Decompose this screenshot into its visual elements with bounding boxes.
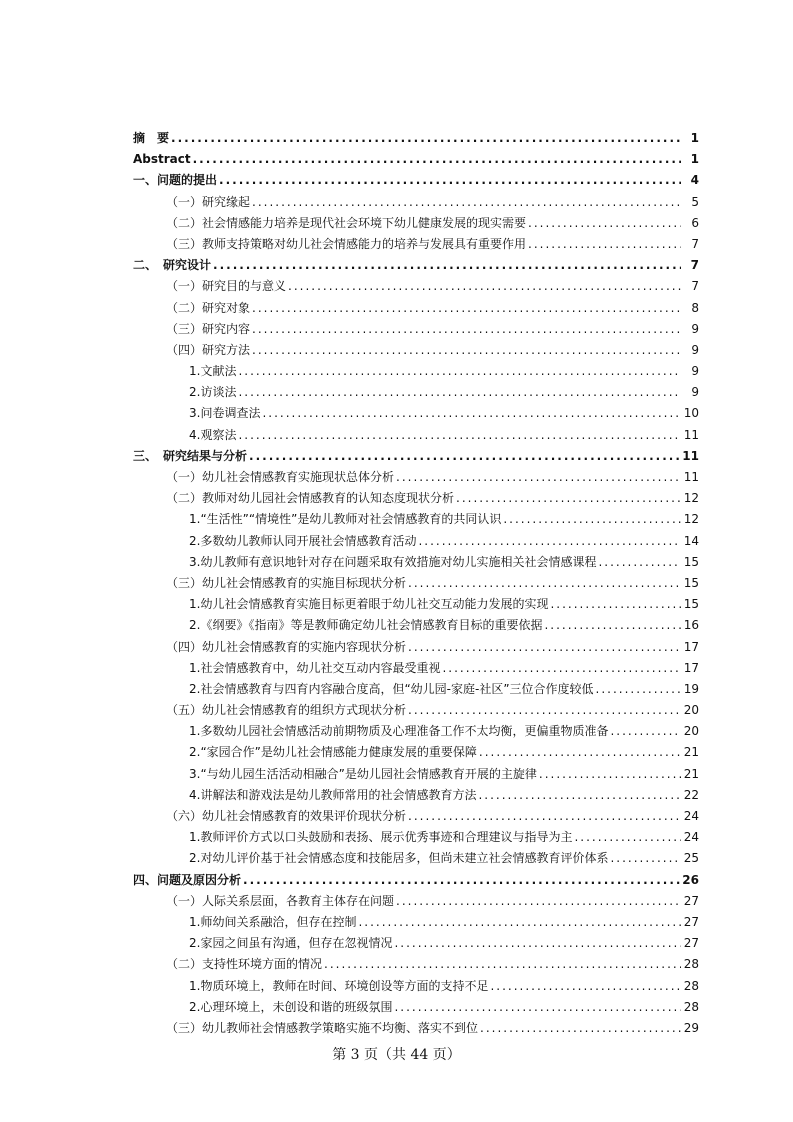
toc-page-number: 11 (683, 427, 699, 442)
toc-page-number: 1 (690, 131, 699, 145)
toc-page-number: 15 (683, 575, 699, 590)
toc-entry-title: （六）幼儿社会情感教育的效果评价现状分析 (166, 809, 407, 823)
toc-page-number: 20 (683, 724, 699, 739)
toc-page-number: 9 (691, 364, 699, 379)
toc-dot-leader (288, 276, 681, 297)
toc-entry[interactable] (133, 658, 699, 679)
toc-entry-title: 4.讲解法和游戏法是幼儿教师常用的社会情感教育方法 (189, 787, 477, 802)
toc-dot-leader (213, 255, 681, 276)
toc-dot-leader (408, 806, 681, 827)
toc-dot-leader (252, 319, 681, 340)
toc-dot-leader (238, 425, 681, 446)
toc-entry-title: Abstract (133, 152, 191, 167)
toc-entry-title: （二）教师对幼儿园社会情感教育的认知态度现状分析 (166, 491, 455, 506)
toc-dot-leader (598, 552, 681, 573)
toc-dot-leader (396, 467, 681, 488)
toc-page-number: 15 (683, 597, 699, 612)
toc-dot-leader (219, 170, 681, 191)
toc-page-number: 11 (682, 448, 699, 463)
toc-entry[interactable] (133, 848, 699, 869)
toc-page-number: 7 (691, 279, 699, 294)
toc-page-number: 16 (683, 618, 699, 633)
toc-page-number: 27 (683, 914, 699, 929)
toc-entry[interactable] (133, 594, 699, 615)
toc-entry[interactable] (133, 340, 699, 361)
page-footer: 第 3 页（共 44 页） (332, 1047, 461, 1063)
toc-page-number: 15 (683, 554, 699, 569)
toc-entry[interactable] (133, 912, 699, 933)
toc-entry[interactable] (133, 679, 699, 700)
toc-dot-leader (456, 488, 681, 509)
toc-entry-title: 4.观察法 (189, 427, 237, 442)
toc-entry-title: 1.教师评价方式以口头鼓励和表扬、展示优秀事迹和合理建议与指导为主 (189, 830, 573, 845)
toc-dot-leader (324, 954, 681, 975)
toc-entry-title: 1.多数幼儿园社会情感活动前期物质及心理准备工作不太均衡，更偏重物质准备 (189, 724, 609, 739)
toc-entry-title: 1.幼儿社会情感教育实施目标更着眼于幼儿社交互动能力发展的实现 (189, 597, 549, 612)
toc-page-number: 12 (683, 512, 699, 527)
toc-page-number: 27 (683, 893, 699, 908)
toc-dot-leader (596, 679, 681, 700)
toc-entry-title: 二、 研究设计 (133, 258, 212, 273)
toc-page-number: 28 (683, 999, 699, 1014)
toc-page-number: 1 (690, 152, 699, 167)
toc-page-number: 19 (683, 681, 699, 696)
toc-entry-title: （一）研究目的与意义 (166, 279, 287, 294)
toc-entry-title: 1.文献法 (189, 364, 237, 379)
toc-page-number: 20 (683, 703, 699, 718)
toc-page-number: 7 (691, 236, 699, 251)
toc-page-number: 22 (683, 787, 699, 802)
toc-entry-title: 三、 研究结果与分析 (133, 448, 248, 463)
toc-dot-leader (479, 742, 681, 763)
toc-entry[interactable] (133, 509, 699, 530)
toc-dot-leader (539, 764, 681, 785)
toc-entry[interactable] (133, 827, 699, 848)
toc-page-number: 24 (683, 830, 699, 845)
toc-entry-title: 1.师幼间关系融洽，但存在控制 (189, 914, 357, 929)
toc-entry[interactable] (133, 997, 699, 1018)
toc-dot-leader (394, 997, 681, 1018)
toc-page-number: 12 (683, 491, 699, 506)
toc-entry[interactable] (133, 637, 699, 658)
toc-entry-title: 2.访谈法 (189, 385, 237, 400)
toc-entry[interactable] (133, 170, 699, 191)
toc-page-number: 21 (683, 766, 699, 781)
toc-entry[interactable] (133, 255, 699, 276)
toc-entry-title: （一）幼儿社会情感教育实施现状总体分析 (166, 470, 395, 484)
toc-page-number: 11 (683, 470, 699, 484)
toc-entry-title: 2.家园之间虽有沟通，但存在忽视情况 (189, 936, 393, 951)
toc-entry[interactable] (133, 806, 699, 827)
toc-dot-leader (442, 658, 681, 679)
toc-dot-leader (528, 213, 681, 234)
toc-dot-leader (480, 1018, 681, 1039)
toc-page-number: 4 (690, 173, 699, 188)
toc-dot-leader (490, 976, 681, 997)
toc-page-number: 28 (683, 957, 699, 972)
toc-entry-title: 2.《纲要》《指南》等是教师确定幼儿社会情感教育目标的重要依据 (189, 618, 543, 633)
toc-entry-title: （一）人际关系层面，各教育主体存在问题 (166, 893, 395, 908)
toc-entry[interactable] (133, 700, 699, 721)
toc-entry[interactable] (133, 149, 699, 170)
toc-entry[interactable] (133, 933, 699, 954)
toc-entry[interactable] (133, 192, 699, 213)
toc-entry[interactable] (133, 785, 699, 806)
toc-dot-leader (193, 149, 681, 170)
toc-entry[interactable] (133, 764, 699, 785)
toc-dot-leader (252, 298, 681, 319)
toc-entry[interactable] (133, 213, 699, 234)
toc-dot-leader (550, 594, 681, 615)
toc-entry-title: （五）幼儿社会情感教育的组织方式现状分析 (166, 703, 407, 718)
toc-dot-leader (544, 615, 681, 636)
toc-page-number: 9 (691, 321, 699, 336)
toc-entry[interactable] (133, 361, 699, 382)
toc-dot-leader (528, 234, 681, 255)
toc-entry[interactable] (133, 870, 699, 891)
toc-entry-title: 1.社会情感教育中，幼儿社交互动内容最受重视 (189, 660, 441, 675)
toc-dot-leader (610, 848, 681, 869)
toc-page-number: 8 (691, 300, 699, 315)
toc-entry[interactable] (133, 425, 699, 446)
toc-entry-title: 一、问题的提出 (133, 173, 218, 188)
toc-entry-title: （三）幼儿教师社会情感教学策略实施不均衡、落实不到位 (166, 1020, 479, 1035)
toc-page-number: 27 (683, 936, 699, 951)
toc-page-number: 28 (683, 978, 699, 993)
toc-entry[interactable] (133, 234, 699, 255)
toc-entry[interactable] (133, 128, 699, 149)
toc-entry[interactable] (133, 615, 699, 636)
toc-page-number: 21 (683, 745, 699, 760)
toc-entry[interactable] (133, 488, 699, 509)
toc-entry[interactable] (133, 298, 699, 319)
toc-dot-leader (408, 700, 681, 721)
toc-page-number: 17 (683, 639, 699, 654)
toc-entry-title: （二）研究对象 (166, 300, 251, 315)
toc-entry[interactable] (133, 742, 699, 763)
toc-dot-leader (478, 785, 681, 806)
toc-entry-title: （二）社会情感能力培养是现代社会环境下幼儿健康发展的现实需要 (166, 215, 527, 230)
toc-dot-leader (238, 361, 681, 382)
toc-dot-leader (610, 721, 681, 742)
toc-page-number: 29 (683, 1020, 699, 1035)
toc-dot-leader (394, 933, 681, 954)
toc-entry-title: 四、问题及原因分析 (133, 872, 242, 887)
toc-dot-leader (249, 446, 680, 467)
toc-page-number: 26 (682, 872, 699, 887)
toc-dot-leader (503, 509, 681, 530)
toc-entry[interactable] (133, 721, 699, 742)
toc-dot-leader (418, 531, 681, 552)
toc-entry-title: （三）教师支持策略对幼儿社会情感能力的培养与发展具有重要作用 (166, 236, 527, 251)
toc-page-number: 17 (683, 660, 699, 675)
toc-entry-title: 3.“与幼儿园生活活动相融合”是幼儿园社会情感教育开展的主旋律 (189, 766, 537, 781)
toc-entry[interactable] (133, 403, 699, 424)
toc-dot-leader (358, 912, 681, 933)
toc-dot-leader (262, 403, 681, 424)
toc-entry-title: 2.多数幼儿教师认同开展社会情感教育活动 (189, 533, 417, 548)
table-of-contents (133, 128, 699, 1039)
toc-entry-title: （四）研究方法 (166, 342, 251, 357)
toc-entry-title: （三）研究内容 (166, 321, 251, 336)
toc-dot-leader (574, 827, 681, 848)
toc-entry-title: 摘 要 (133, 131, 170, 145)
toc-dot-leader (171, 128, 681, 149)
toc-entry-title: 1.“生活性”“情境性”是幼儿教师对社会情感教育的共同认识 (189, 512, 502, 527)
toc-entry-title: （一）研究缘起 (166, 194, 251, 209)
toc-entry-title: 2.对幼儿评价基于社会情感态度和技能居多，但尚未建立社会情感教育评价体系 (189, 851, 609, 866)
toc-dot-leader (252, 340, 681, 361)
toc-entry[interactable] (133, 573, 699, 594)
toc-entry[interactable] (133, 552, 699, 573)
toc-entry-title: 2.心理环境上，未创设和谐的班级氛围 (189, 999, 393, 1014)
toc-entry-title: 1.物质环境上，教师在时间、环境创设等方面的支持不足 (189, 978, 489, 993)
toc-page-number: 9 (691, 342, 699, 357)
toc-entry-title: 2.社会情感教育与四育内容融合度高，但“幼儿园-家庭-社区”三位合作度较低 (189, 681, 594, 696)
toc-entry[interactable] (133, 531, 699, 552)
toc-dot-leader (252, 192, 681, 213)
toc-entry[interactable] (133, 446, 699, 467)
toc-entry[interactable] (133, 1018, 699, 1039)
toc-entry-title: （三）幼儿社会情感教育的实施目标现状分析 (166, 575, 407, 590)
toc-entry[interactable] (133, 467, 699, 488)
toc-page-number: 10 (683, 406, 699, 421)
toc-entry[interactable] (133, 382, 699, 403)
toc-entry-title: （二）支持性环境方面的情况 (166, 957, 323, 972)
toc-entry-title: 2.“家园合作”是幼儿社会情感能力健康发展的重要保障 (189, 745, 477, 760)
toc-entry-title: （四）幼儿社会情感教育的实施内容现状分析 (166, 639, 407, 654)
toc-dot-leader (408, 573, 681, 594)
toc-dot-leader (408, 637, 681, 658)
toc-page-number: 7 (690, 258, 699, 273)
toc-page-number: 9 (691, 385, 699, 400)
toc-dot-leader (396, 891, 681, 912)
toc-entry-title: 3.问卷调查法 (189, 406, 261, 421)
toc-entry[interactable] (133, 976, 699, 997)
toc-entry-title: 3.幼儿教师有意识地针对存在问题采取有效措施对幼儿实施相关社会情感课程 (189, 554, 597, 569)
toc-entry[interactable] (133, 319, 699, 340)
toc-entry[interactable] (133, 891, 699, 912)
toc-dot-leader (243, 870, 680, 891)
toc-page-number: 25 (683, 851, 699, 866)
toc-page-number: 14 (683, 533, 699, 548)
toc-entry[interactable] (133, 276, 699, 297)
toc-entry[interactable] (133, 954, 699, 975)
toc-page-number: 6 (691, 215, 699, 230)
toc-page-number: 5 (691, 194, 699, 209)
toc-page-number: 24 (683, 809, 699, 823)
toc-dot-leader (238, 382, 681, 403)
